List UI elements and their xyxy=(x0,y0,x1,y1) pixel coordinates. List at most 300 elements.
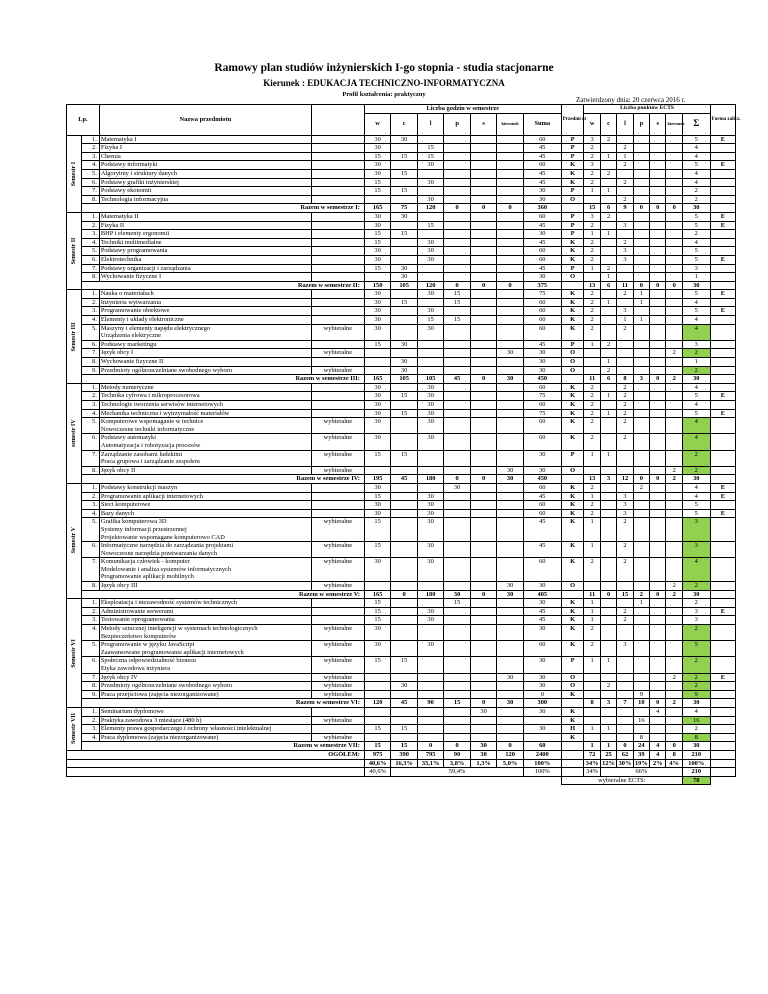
ects-cell xyxy=(666,383,682,392)
hours-sum: 30 xyxy=(523,366,561,375)
subject-line: Matematyka II xyxy=(100,212,139,220)
hours-cell xyxy=(364,673,391,682)
approval-date: Zatwierdzony dnia: 20 czerwca 2016 r. xyxy=(576,96,686,104)
hours-cell xyxy=(497,509,524,518)
ects-cell xyxy=(600,161,616,170)
total-hours: 105 xyxy=(391,281,418,290)
table-row xyxy=(67,641,736,657)
ects-cell: 3 xyxy=(617,307,633,316)
overall-hours: 90 xyxy=(444,750,471,759)
total-hours: 45 xyxy=(391,475,418,484)
ects-cell xyxy=(617,716,633,725)
hours-cell xyxy=(470,409,497,418)
ects-cell xyxy=(600,247,616,256)
hours-cell: 30 xyxy=(364,409,391,418)
hours-sum: 60 xyxy=(523,247,561,256)
subject-name xyxy=(99,673,311,682)
exam-form xyxy=(710,178,735,187)
semester-total-label: Razem w semestrze I: xyxy=(82,204,365,213)
ects-cell xyxy=(650,641,666,657)
hours-cell: 30 xyxy=(364,509,391,518)
hours-cell xyxy=(417,657,444,673)
hours-cell xyxy=(470,518,497,542)
hours-cell xyxy=(391,607,418,616)
ects-sum: 4 xyxy=(682,401,710,410)
total-hours: 30 xyxy=(444,590,471,599)
total-ects: 11 xyxy=(617,281,633,290)
hours-sum: 30 xyxy=(523,682,561,691)
subject-type: K xyxy=(561,409,584,418)
ects-cell xyxy=(633,383,649,392)
hours-cell xyxy=(391,221,418,230)
hours-cell xyxy=(444,152,471,161)
hours-cell xyxy=(444,616,471,625)
ects-cell xyxy=(650,349,666,358)
hours-sum: 45 xyxy=(523,178,561,187)
hours-cell xyxy=(497,641,524,657)
row-number: 5. xyxy=(82,418,100,434)
hours-cell: 30 xyxy=(417,542,444,558)
hours-sum: 60 xyxy=(523,161,561,170)
hours-cell xyxy=(470,316,497,325)
elective-flag xyxy=(311,707,364,716)
overall-form xyxy=(710,759,735,768)
total-hours: 360 xyxy=(523,204,561,213)
hours-cell xyxy=(444,501,471,510)
hours-cell: 30 xyxy=(364,144,391,153)
hours-cell: 15 xyxy=(391,409,418,418)
row-number: 7. xyxy=(82,187,100,196)
ects-cell xyxy=(650,682,666,691)
ects-cell xyxy=(600,625,616,641)
semester-label: Semestr I xyxy=(67,135,82,212)
elective-flag xyxy=(311,178,364,187)
ects-sum: 2 xyxy=(682,230,710,239)
ects-cell: 2 xyxy=(666,582,682,591)
ects-cell: 2 xyxy=(584,641,600,657)
subject-line: Urządzenia elektryczne xyxy=(100,332,161,340)
ects-cell xyxy=(633,641,649,657)
elective-flag xyxy=(311,725,364,734)
hours-sum: 45 xyxy=(523,542,561,558)
subject-line: Podstawy konstrukcji maszyn xyxy=(100,483,178,491)
elective-flag xyxy=(311,358,364,367)
hours-sum: 75 xyxy=(523,392,561,401)
hours-cell: 30 xyxy=(364,392,391,401)
row-number: 9. xyxy=(82,366,100,375)
hours-cell xyxy=(391,558,418,582)
ects-sum: 5 xyxy=(682,509,710,518)
hours-cell xyxy=(444,307,471,316)
hours-cell: 30 xyxy=(364,161,391,170)
hours-cell xyxy=(444,212,471,221)
ects-cell xyxy=(650,358,666,367)
hours-cell xyxy=(444,450,471,466)
hours-cell xyxy=(444,582,471,591)
ects-cell xyxy=(600,195,616,204)
ects-cell xyxy=(666,230,682,239)
hours-cell xyxy=(497,340,524,349)
hours-cell xyxy=(497,409,524,418)
subject-name xyxy=(99,509,311,518)
subject-type: O xyxy=(561,273,584,282)
ects-cell: 2 xyxy=(584,383,600,392)
h-w: w xyxy=(364,113,391,135)
row-number: 4. xyxy=(82,509,100,518)
ects-cell: 2 xyxy=(584,290,600,299)
total-ects: 0 xyxy=(650,699,666,708)
exam-form xyxy=(710,349,735,358)
hours-cell xyxy=(497,558,524,582)
ects-cell xyxy=(633,434,649,450)
elective-flag xyxy=(311,255,364,264)
subject-name xyxy=(99,707,311,716)
total-ects: 30 xyxy=(682,204,710,213)
hours-cell xyxy=(417,358,444,367)
ects-cell: 2 xyxy=(617,161,633,170)
hours-cell: 15 xyxy=(364,340,391,349)
subject-type: K xyxy=(561,169,584,178)
row-number: 9. xyxy=(82,690,100,699)
ects-cell xyxy=(633,212,649,221)
subject-name xyxy=(99,307,311,316)
row-number: 6. xyxy=(82,542,100,558)
row-number: 6. xyxy=(82,657,100,673)
hours-sum: 45 xyxy=(523,340,561,349)
ects-cell xyxy=(633,178,649,187)
exam-form: E xyxy=(710,161,735,170)
table-row xyxy=(67,358,736,367)
table-row xyxy=(67,264,736,273)
hours-cell xyxy=(391,316,418,325)
ects-sum: 2 xyxy=(682,349,710,358)
ects-cell: 2 xyxy=(617,409,633,418)
total-hours: 15 xyxy=(444,699,471,708)
table-row xyxy=(67,273,736,282)
hours-sum xyxy=(523,733,561,742)
ects-cell xyxy=(633,358,649,367)
ects-cell xyxy=(633,349,649,358)
ects-cell xyxy=(666,264,682,273)
ects-cell: 2 xyxy=(617,418,633,434)
total-hours: 0 xyxy=(470,204,497,213)
hours-cell xyxy=(444,434,471,450)
table-row xyxy=(67,625,736,641)
table-row xyxy=(67,733,736,742)
ects-cell: 2 xyxy=(633,483,649,492)
total-hours: 30 xyxy=(497,375,524,384)
subject-name xyxy=(99,273,311,282)
ects-cell xyxy=(633,466,649,475)
row-number: 6. xyxy=(82,178,100,187)
ects-cell xyxy=(633,509,649,518)
ects-cell xyxy=(650,599,666,608)
subject-name xyxy=(99,733,311,742)
ects-cell xyxy=(633,264,649,273)
ects-cell xyxy=(666,483,682,492)
hours-cell xyxy=(497,221,524,230)
row-number: 8. xyxy=(82,273,100,282)
exam-form xyxy=(710,187,735,196)
hours-sum: 60 xyxy=(523,483,561,492)
total-hours: 375 xyxy=(523,281,561,290)
total-hours: 450 xyxy=(523,475,561,484)
hours-cell: 15 xyxy=(444,298,471,307)
exam-form: E xyxy=(710,673,735,682)
hours-cell xyxy=(470,450,497,466)
hours-sum: 30 xyxy=(523,725,561,734)
elective-flag xyxy=(311,152,364,161)
ects-cell: 1 xyxy=(600,230,616,239)
hours-cell xyxy=(497,366,524,375)
total-ects: 0 xyxy=(633,475,649,484)
table-row xyxy=(67,466,736,475)
hours-cell: 15 xyxy=(417,144,444,153)
subject-type: K xyxy=(561,641,584,657)
subject-type: K xyxy=(561,392,584,401)
hours-cell xyxy=(497,135,524,144)
subject-line: Nowoczesne techniki informatyczne xyxy=(100,425,195,433)
subject-type: O xyxy=(561,366,584,375)
ects-cell xyxy=(584,358,600,367)
elective-flag: wybieralne xyxy=(311,690,364,699)
hours-cell xyxy=(470,255,497,264)
ects-cell xyxy=(650,673,666,682)
overall-hours: 40,6% xyxy=(364,759,391,768)
subject-line: Mechanika techniczna i wytrzymałość materiałów xyxy=(100,409,230,417)
blank xyxy=(67,776,562,785)
h-sigma: Σ xyxy=(682,113,710,135)
hours-sum: 30 xyxy=(523,707,561,716)
total-ects: 13 xyxy=(584,281,600,290)
subject-line: Fizyka II xyxy=(100,221,125,229)
semester-total-label: Razem w semestrze III: xyxy=(82,375,365,384)
total-ects: 1 xyxy=(600,742,616,751)
row-number: 2. xyxy=(82,298,100,307)
ects-cell xyxy=(633,616,649,625)
ects-cell xyxy=(600,607,616,616)
hours-cell xyxy=(470,307,497,316)
ects-cell xyxy=(633,238,649,247)
ects-cell: 1 xyxy=(584,518,600,542)
ects-cell xyxy=(617,187,633,196)
hours-cell xyxy=(391,501,418,510)
hours-cell: 30 xyxy=(391,264,418,273)
ects-sum: 5 xyxy=(682,212,710,221)
hours-sum: 45 xyxy=(523,144,561,153)
exam-form xyxy=(710,690,735,699)
ects-cell xyxy=(666,625,682,641)
hours-cell xyxy=(470,169,497,178)
subject-line: Metody sztucznej inteligencji w systemach technologicznych xyxy=(100,625,258,633)
ects-cell: 1 xyxy=(600,657,616,673)
ects-cell xyxy=(584,733,600,742)
ects-cell xyxy=(584,195,600,204)
row-number: 7. xyxy=(82,673,100,682)
hours-cell: 30 xyxy=(417,324,444,340)
ects-cell xyxy=(666,509,682,518)
ects-cell xyxy=(617,135,633,144)
ects-cell xyxy=(584,682,600,691)
total-hours: 405 xyxy=(523,590,561,599)
subject-name xyxy=(99,542,311,558)
ects-cell: 2 xyxy=(584,238,600,247)
ects-cell: 1 xyxy=(600,187,616,196)
hours-cell: 30 xyxy=(417,409,444,418)
ects-cell xyxy=(650,366,666,375)
hours-cell xyxy=(364,366,391,375)
hours-cell xyxy=(444,518,471,542)
hours-cell xyxy=(470,349,497,358)
subject-line: Społeczna odpowiedzialność biznesu xyxy=(100,657,196,665)
ects-cell xyxy=(666,518,682,542)
ects-cell: 2 xyxy=(666,466,682,475)
table-row xyxy=(67,178,736,187)
ects-cell xyxy=(666,135,682,144)
elective-flag xyxy=(311,230,364,239)
subject-name xyxy=(99,383,311,392)
hours-cell xyxy=(417,366,444,375)
hours-cell: 30 xyxy=(497,582,524,591)
ects-cell xyxy=(666,152,682,161)
elective-ects-value: 78 xyxy=(682,776,710,785)
hours-cell xyxy=(444,690,471,699)
row-number: 2. xyxy=(82,221,100,230)
subject-line: Wychowanie fizyczne II xyxy=(100,358,164,366)
subject-name xyxy=(99,135,311,144)
hours-cell xyxy=(417,466,444,475)
total-hours: 60 xyxy=(523,742,561,751)
subject-type: P xyxy=(561,340,584,349)
exam-form xyxy=(710,144,735,153)
hours-cell xyxy=(444,366,471,375)
hours-cell xyxy=(391,466,418,475)
total-hours: 30 xyxy=(497,590,524,599)
subject-type: P xyxy=(561,212,584,221)
ects-cell xyxy=(666,247,682,256)
ects-sum: 2 xyxy=(682,599,710,608)
ects-cell: 2 xyxy=(600,682,616,691)
hours-cell xyxy=(391,418,418,434)
ects-cell: 2 xyxy=(584,178,600,187)
total-hours: 120 xyxy=(364,699,391,708)
hours-cell: 30 xyxy=(417,307,444,316)
ects-cell xyxy=(633,187,649,196)
table-row xyxy=(67,324,736,340)
ects-sum: 4 xyxy=(682,169,710,178)
semester-label: Semestr II xyxy=(67,212,82,289)
ects-sum: 4 xyxy=(682,324,710,340)
subject-type: P xyxy=(561,264,584,273)
semester-total-row xyxy=(67,204,736,213)
total-form xyxy=(710,590,735,599)
hours-cell xyxy=(444,255,471,264)
hours-sum: 45 xyxy=(523,152,561,161)
subject-line: Praktyka zawodowa 3 miesiące (480 h) xyxy=(100,716,202,724)
ects-cell: 2 xyxy=(617,290,633,299)
subject-type: P xyxy=(561,135,584,144)
table-row xyxy=(67,135,736,144)
table-row xyxy=(67,599,736,608)
hours-sum: 75 xyxy=(523,290,561,299)
ects-cell xyxy=(666,358,682,367)
subject-name xyxy=(99,657,311,673)
subject-type: P xyxy=(561,221,584,230)
hours-cell: 30 xyxy=(364,625,391,641)
h-k2: kierunek xyxy=(666,113,682,135)
elective-flag: wybieralne xyxy=(311,418,364,434)
hours-cell xyxy=(417,135,444,144)
plan-body xyxy=(67,135,736,785)
ects-cell: 2 xyxy=(617,607,633,616)
study-plan-table xyxy=(66,104,741,785)
subject-name xyxy=(99,607,311,616)
hours-cell: 15 xyxy=(391,392,418,401)
hours-cell: 30 xyxy=(391,340,418,349)
elective-flag xyxy=(311,401,364,410)
subject-name xyxy=(99,690,311,699)
hours-cell xyxy=(497,716,524,725)
ects-cell xyxy=(666,169,682,178)
ects-cell xyxy=(600,558,616,582)
hours-cell xyxy=(391,324,418,340)
subject-name xyxy=(99,238,311,247)
hours-cell xyxy=(444,466,471,475)
hours-cell xyxy=(470,401,497,410)
hours-cell: 30 xyxy=(417,501,444,510)
subject-line: Testowanie oprogramowania xyxy=(100,616,175,624)
ects-cell: 1 xyxy=(600,725,616,734)
hours-sum: 60 xyxy=(523,298,561,307)
table-row xyxy=(67,195,736,204)
ects-sum: 5 xyxy=(682,290,710,299)
subject-name xyxy=(99,230,311,239)
ects-cell: 3 xyxy=(617,501,633,510)
exam-form: E xyxy=(710,492,735,501)
subject-type: K xyxy=(561,298,584,307)
ects-cell: 3 xyxy=(617,492,633,501)
overall-row xyxy=(67,750,736,759)
subject-name xyxy=(99,450,311,466)
row-number: 6. xyxy=(82,434,100,450)
hours-sum: 30 xyxy=(523,673,561,682)
subject-line: Maszyny i elementy napędu elektrycznego xyxy=(100,324,211,332)
total-ects: 0 xyxy=(666,281,682,290)
hours-cell xyxy=(497,518,524,542)
ects-cell: 8 xyxy=(633,733,649,742)
overall-hours: 3,8% xyxy=(444,759,471,768)
ects-cell xyxy=(650,230,666,239)
hours-cell xyxy=(444,558,471,582)
total-hours: 45 xyxy=(444,375,471,384)
ects-cell xyxy=(650,212,666,221)
hours-cell xyxy=(470,716,497,725)
row-number: 4. xyxy=(82,733,100,742)
hours-cell: 15 xyxy=(364,492,391,501)
ects-cell xyxy=(584,466,600,475)
elective-flag xyxy=(311,340,364,349)
ects-cell xyxy=(600,349,616,358)
row-number: 4. xyxy=(82,238,100,247)
hours-cell xyxy=(470,466,497,475)
exam-form xyxy=(710,418,735,434)
elective-flag: wybieralne xyxy=(311,673,364,682)
hours-cell: 30 xyxy=(417,255,444,264)
subject-type: K xyxy=(561,690,584,699)
ects-cell xyxy=(666,392,682,401)
hours-cell: 30 xyxy=(364,169,391,178)
exam-form xyxy=(710,152,735,161)
